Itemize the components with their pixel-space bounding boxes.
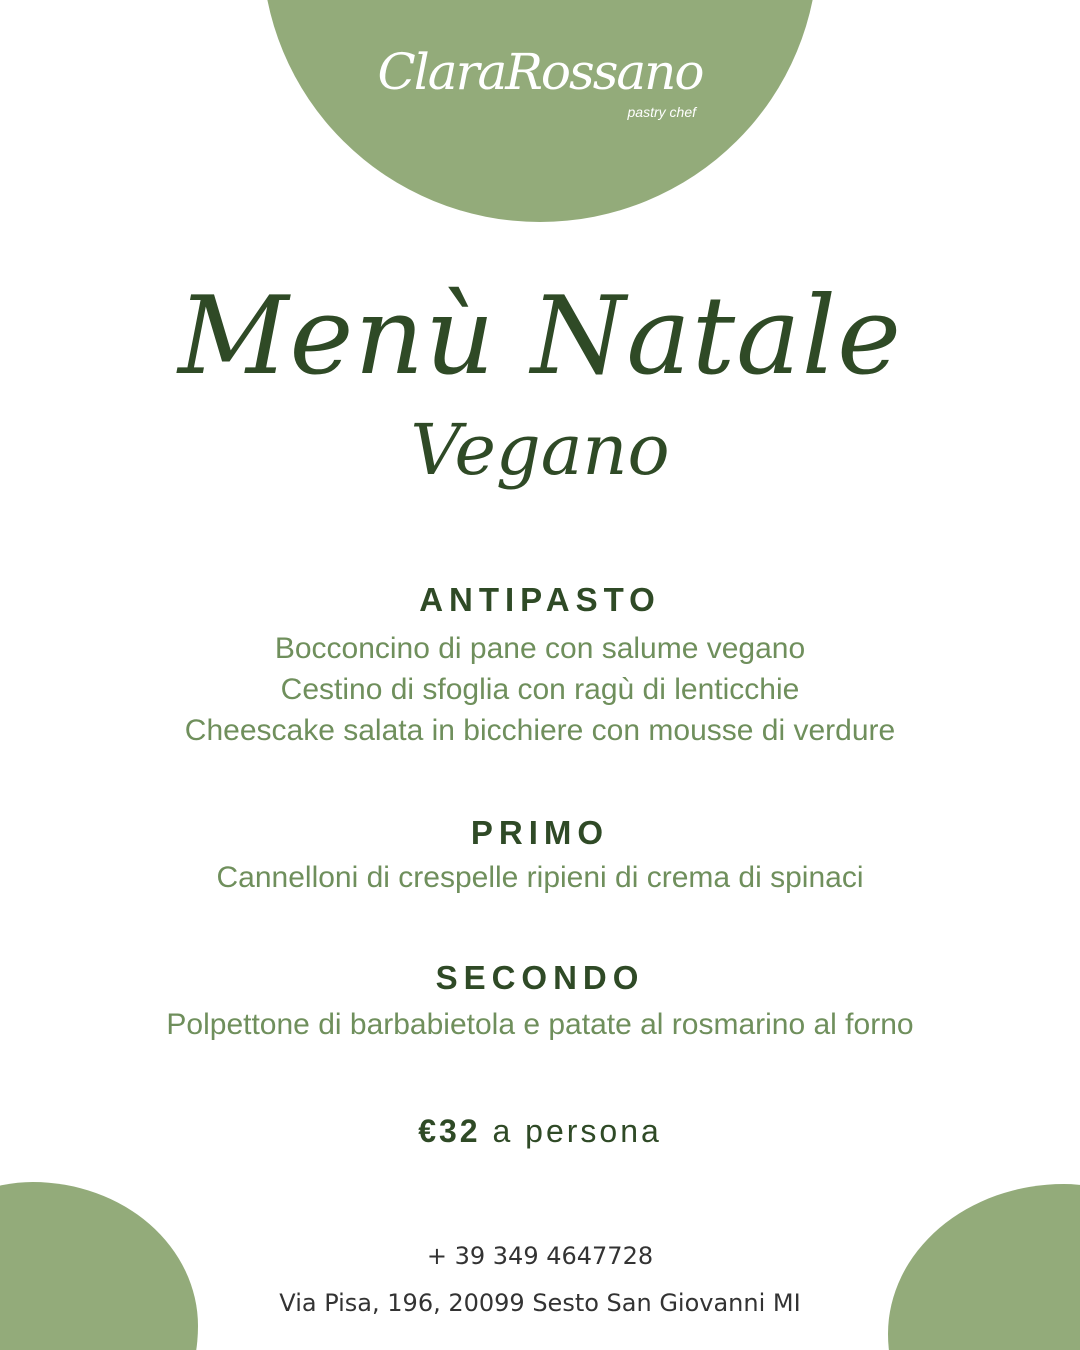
contact-address: Via Pisa, 196, 20099 Sesto San Giovanni MI [279, 1289, 801, 1317]
section-heading: ANTIPASTO [419, 581, 661, 618]
price-amount: €32 [418, 1113, 481, 1149]
menu-title: Menù Natale [177, 274, 903, 399]
dish-item: Cestino di sfoglia con ragù di lenticchie [280, 673, 800, 706]
section-primo [0, 813, 1080, 898]
dish-item: Cannelloni di crespelle ripieni di crema di spinaci [216, 861, 864, 894]
price-line [0, 1110, 1080, 1152]
dish-item: Bocconcino di pane con salume vegano [274, 632, 806, 665]
section-antipasto [0, 580, 1080, 751]
menu-subtitle: Vegano [410, 409, 670, 491]
brand-logo [370, 40, 710, 130]
dish-item: Polpettone di barbabietola e patate al rosmarino al forno [166, 1008, 914, 1041]
brand-name: ClaraRossano [377, 43, 703, 101]
section-heading: PRIMO [470, 814, 610, 851]
brand-tagline: pastry chef [627, 104, 696, 120]
contact-phone: + 39 349 4647728 [426, 1242, 654, 1270]
section-secondo [0, 958, 1080, 1045]
dish-item: Cheescake salata in bicchiere con mousse di verdure [184, 714, 896, 747]
price-unit: a persona [492, 1113, 662, 1149]
section-heading: SECONDO [435, 959, 645, 996]
